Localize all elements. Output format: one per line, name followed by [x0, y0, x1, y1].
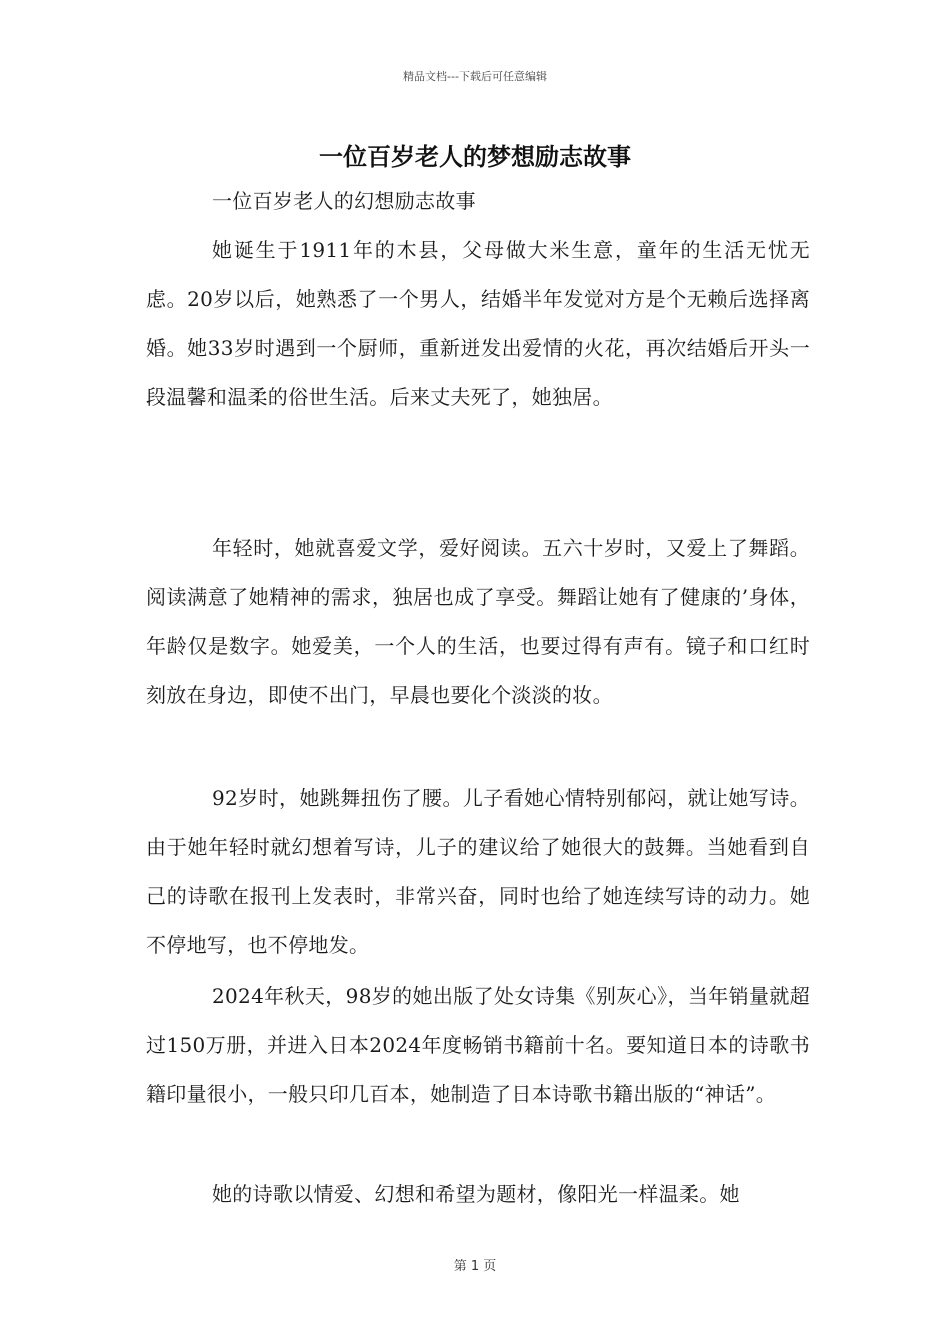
header-note: 精品文档---下载后可任意编辑: [403, 70, 547, 83]
page-number: 第 1 页: [453, 1259, 497, 1274]
document-subtitle: 一位百岁老人的幻想励志故事: [212, 189, 476, 213]
paragraph-1: 她诞生于1911年的木县，父母做大米生意，童年的生活无忧无虑。20岁以后，她熟悉了一个男人，结婚半年发觉对方是个无赖后选择离婚。她33岁时遇到一个厨师，重新迸发出爱情的火花，再次结婚后开头一段温馨和温柔的俗世生活。后来丈夫死了，她独居。: [146, 238, 810, 409]
paragraph-2: 年轻时，她就喜爱文学，爱好阅读。五六十岁时，又爱上了舞蹈。阅读满意了她精神的需求，独居也成了享受。舞蹈让她有了健康的’身体，年龄仅是数字。她爱美，一个人的生活，也要过得有声有。镜子和口红时刻放在身边，即使不出门，早晨也要化个淡淡的妆。: [146, 536, 810, 707]
paragraph-3: 92岁时，她跳舞扭伤了腰。儿子看她心情特别郁闷，就让她写诗。由于她年轻时就幻想着写诗，儿子的建议给了她很大的鼓舞。当她看到自己的诗歌在报刊上发表时，非常兴奋，同时也给了她连续写诗的动力。她不停地写，也不停地发。: [146, 786, 810, 957]
paragraph-5: 她的诗歌以情爱、幻想和希望为题材，像阳光一样温柔。她: [212, 1182, 740, 1206]
paragraph-4: 2024年秋天，98岁的她出版了处女诗集《别灰心》，当年销量就超过150万册，并进入日本2024年度畅销书籍前十名。要知道日本的诗歌书籍印量很小，一般只印几百本，她制造了日本诗歌书籍出版的“神话”。: [146, 984, 810, 1106]
document-title: 一位百岁老人的梦想励志故事: [319, 142, 631, 171]
